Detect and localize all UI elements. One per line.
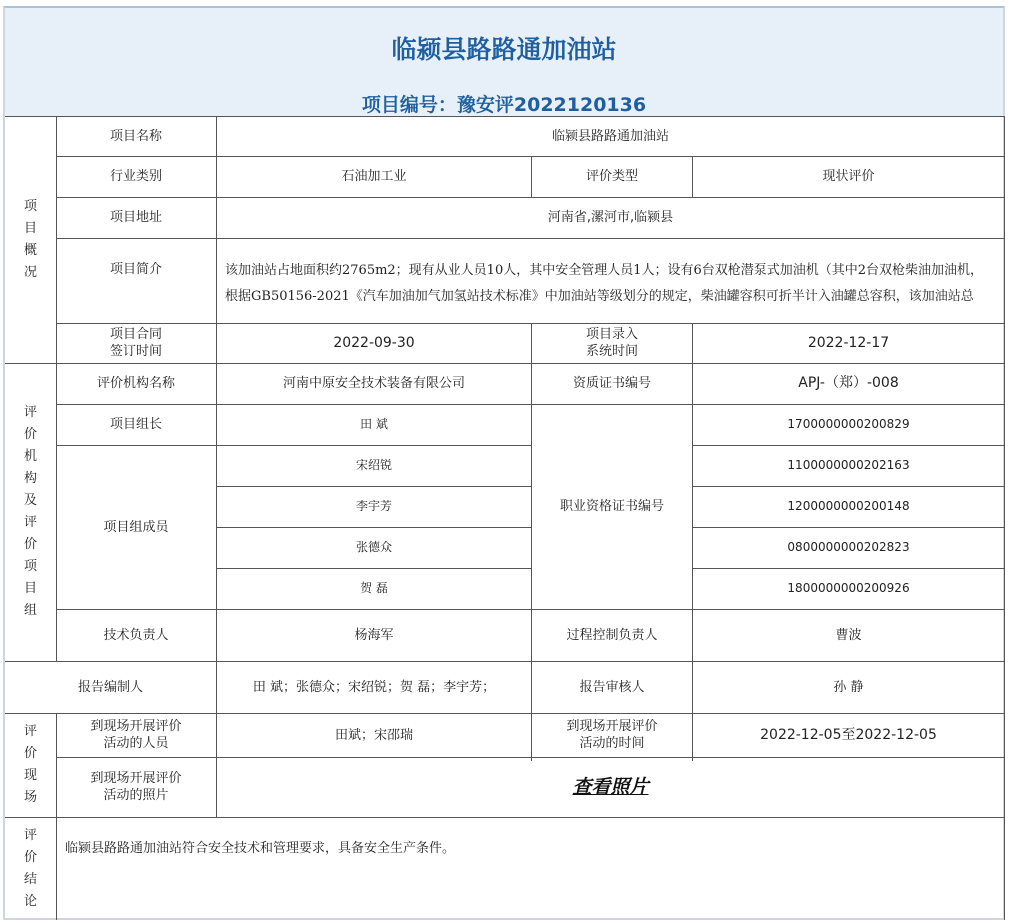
- person-name: 李宇芳: [355, 499, 392, 513]
- person-cert: 1700000000200829: [787, 417, 910, 431]
- org-value: 河南中原安全技术装备有限公司: [282, 376, 465, 391]
- conclusion-text: 临颍县路路通加油站符合安全技术和管理要求，具备安全生产条件。: [65, 841, 456, 856]
- person-name: 贺 磊: [360, 581, 388, 595]
- entry-date-value: 2022-12-17: [807, 334, 890, 351]
- person-name: 张德众: [355, 540, 392, 554]
- report-reviewer-value: 孙 静: [833, 679, 864, 695]
- intro-text: 该加油站占地面积约2765m2；现有从业人员10人，其中安全管理人员1人；设有6台双枪潜泵式加油机（其中2台双枪柴油加油机， 根据GB50156-2021《汽车加油加气加氢站技术标准》中加油站等级划分的规定，柴油罐容积可折半计入油罐总容积，该加油站总: [225, 263, 984, 304]
- person-cert: 0800000000202823: [787, 540, 910, 554]
- cert-label: 资质证书编号: [572, 376, 651, 391]
- section-site: 评 价 现 场: [23, 724, 37, 805]
- page-title: 临颍县路路通加油站: [391, 35, 617, 64]
- site-photo-cell: [217, 757, 1004, 817]
- project-number: 项目编号：豫安评2022120136: [361, 94, 647, 116]
- address-label: 项目地址: [109, 210, 162, 225]
- eval-type-value: 现状评价: [822, 169, 875, 184]
- section-agency: 评 价 机 构 及 评 价 项 目 组: [23, 405, 37, 618]
- process-lead-value: 曹波: [835, 627, 862, 643]
- person-cert: 1800000000200926: [787, 581, 910, 595]
- members-label: 项目组成员: [103, 519, 169, 535]
- intro-label: 项目简介: [109, 261, 162, 277]
- page-header: [5, 8, 1003, 116]
- section-overview: 项 目 概 况: [23, 198, 37, 280]
- org-label: 评价机构名称: [96, 376, 175, 391]
- site-time-label: 到现场开展评价 活动的时间: [566, 719, 658, 751]
- site-time-value: 2022-12-05至2022-12-05: [760, 726, 937, 743]
- view-photos-link[interactable]: 查看照片: [572, 775, 649, 798]
- person-name: 宋绍锐: [355, 458, 392, 472]
- industry-label: 行业类别: [109, 169, 162, 184]
- project-name-label: 项目名称: [109, 128, 162, 144]
- contract-date-label: 项目合同 签订时间: [109, 327, 162, 359]
- report-reviewer-label: 报告审核人: [579, 679, 645, 695]
- tech-lead-value: 杨海军: [354, 627, 394, 643]
- entry-date-label: 项目录入 系统时间: [585, 327, 638, 359]
- site-people-value: 田斌；宋邵瑞: [334, 727, 413, 743]
- person-name: 田 斌: [360, 417, 388, 431]
- industry-value: 石油加工业: [341, 169, 407, 184]
- person-cert: 1200000000200148: [787, 499, 910, 513]
- qualification-label: 职业资格证书编号: [559, 499, 664, 514]
- site-photo-label: 到现场开展评价 活动的照片: [90, 771, 182, 803]
- process-lead-label: 过程控制负责人: [566, 627, 658, 643]
- cert-value: APJ-（郑）-008: [798, 375, 899, 391]
- eval-type-label: 评价类型: [585, 169, 638, 184]
- address-value: 河南省,漯河市,临颍县: [547, 210, 674, 225]
- contract-date-value: 2022-09-30: [333, 334, 415, 351]
- tech-lead-label: 技术负责人: [103, 627, 169, 643]
- person-cert: 1100000000202163: [787, 458, 910, 472]
- leader-label: 项目组长: [109, 417, 162, 432]
- section-conclusion: 评 价 结 论: [23, 827, 37, 909]
- report-author-label: 报告编制人: [77, 679, 143, 695]
- report-author-value: 田 斌；张德众；宋绍锐；贺 磊；李宇芳；: [252, 679, 496, 695]
- project-name-value: 临颍县路路通加油站: [551, 128, 669, 144]
- site-people-label: 到现场开展评价 活动的人员: [90, 719, 182, 751]
